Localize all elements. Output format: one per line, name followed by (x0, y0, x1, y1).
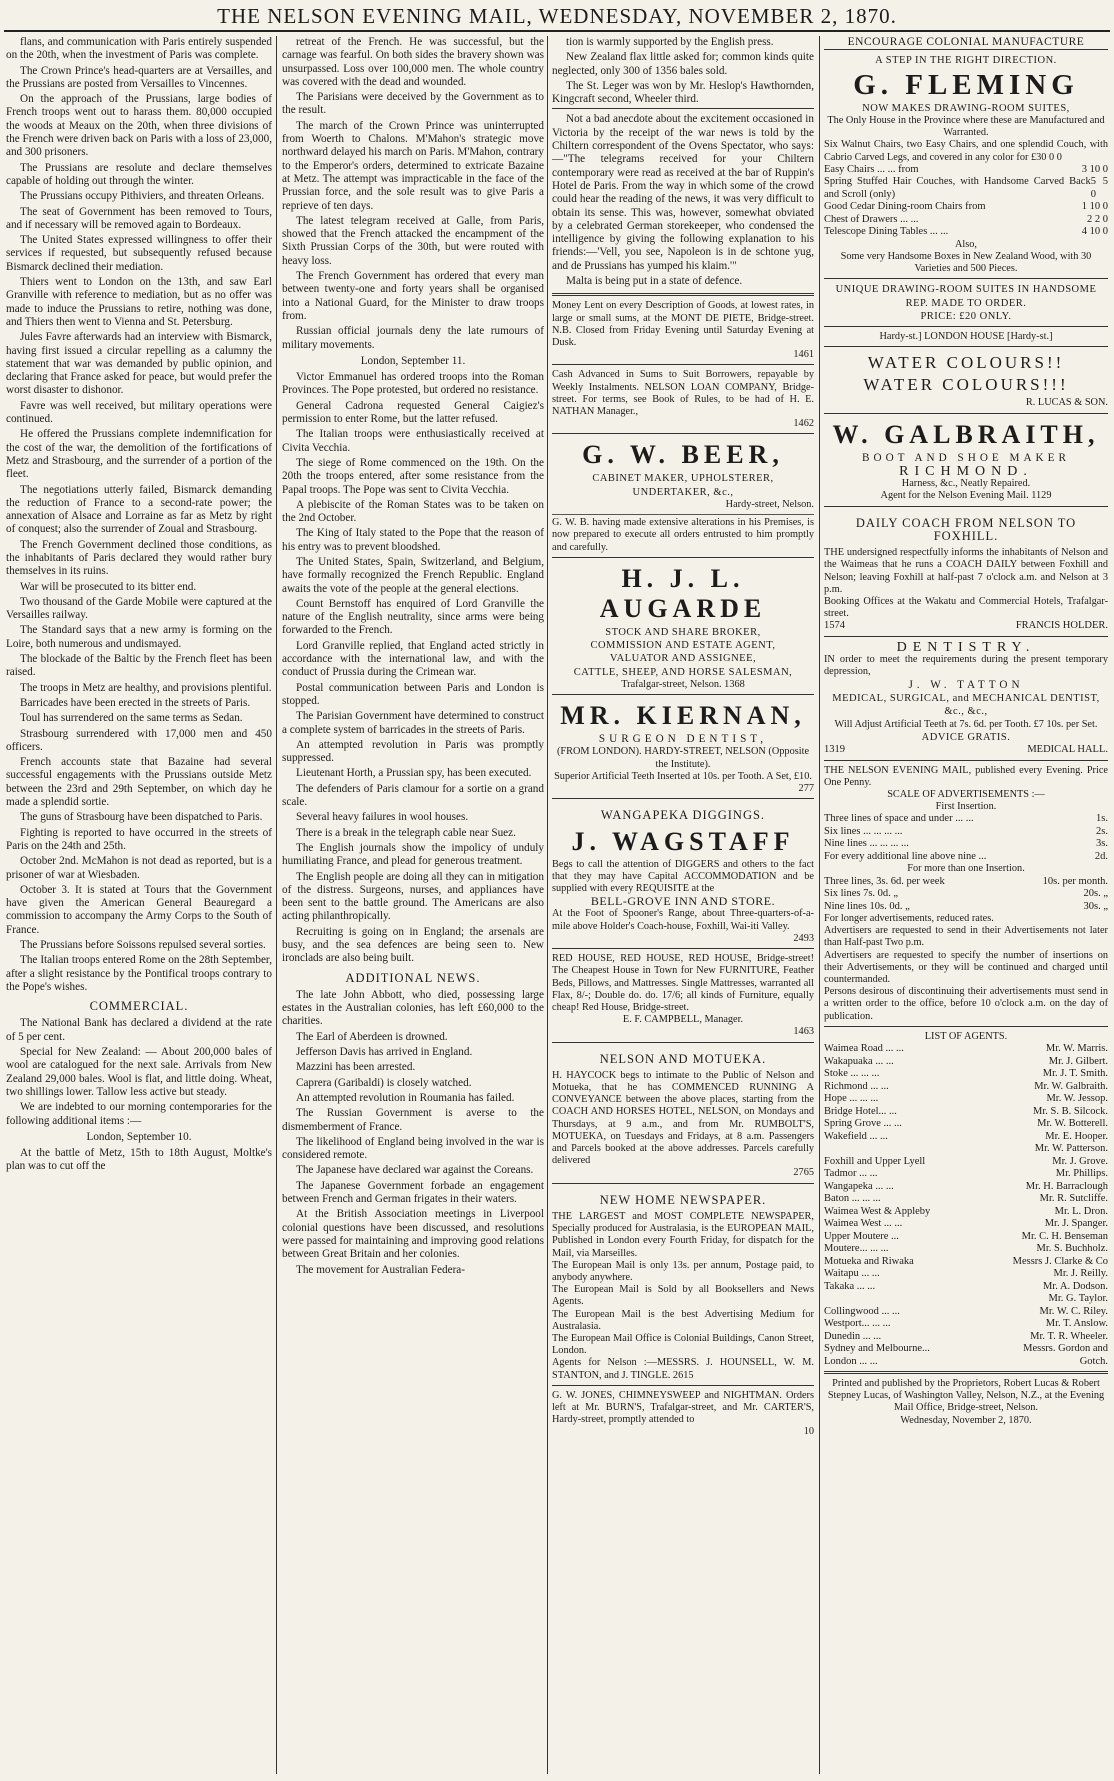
table-cell: Mr. S. B. Silcock. (1033, 1105, 1108, 1117)
table-row (824, 1218, 1108, 1231)
table-cell: Richmond ... ... (824, 1080, 889, 1092)
table-cell: Mr. J. Spanger. (1044, 1218, 1108, 1230)
news-paragraph: The guns of Strasbourg have been dispatched to Paris. (20, 811, 263, 824)
publication-notice: THE NELSON EVENING MAIL, published every Evening. Price One Penny. SCALE OF ADVERTISEMENTS :— First Insertion. Three lines of space and under ... ... 1s. Six lines ... ... ... ... 2s. Nine lines ... ... ... ... 3s. For every additional line above nine ... 2d. For more than one Insertion. Three lines, 3s. 6d. per week 10s. per month. Six lines 7s. 0d. „ 20s. „ Nine lines 10s. 0d. „ 30s. „ For longer advertisements, reduced rates. Advertisers are requested to send in their Advertisements not later than Half-past Two p.m. Advertisers are requested to specify the number of insertions on their Advertisements, or they will be continued and charged until countermanded. Persons desirous of discontinuing their advertisements must send in a written order to the office, before 10 o'clock a.m. on the day of publication. (824, 760, 1108, 1026)
news-paragraph: The Prussians before Soissons repulsed several sorties. (20, 939, 266, 951)
table-cell: Moutere... ... ... (824, 1243, 889, 1255)
table-cell: Upper Moutere ... (824, 1230, 899, 1242)
table-cell: 5 5 0 (1090, 176, 1108, 200)
news-paragraph: The National Bank has declared a dividend at the rate of 5 per cent. (6, 1017, 272, 1043)
news-paragraph: The blockade of the Baltic by the French fleet has been raised. (6, 653, 272, 679)
news-paragraph: Russian official journals deny the late rumours of military movements. (282, 325, 544, 351)
table-cell: 1 10 0 (1081, 201, 1108, 213)
table-cell: Six lines ... ... ... ... (824, 825, 903, 837)
news-paragraph: The Italian troops entered Rome on the 28th September, after a slight resistance by the Pontifical troops contrary to the Pope's wishes. (6, 954, 272, 993)
news-block (6, 1017, 272, 1127)
table-cell: Mr. W. Botterell. (1037, 1118, 1108, 1130)
table-cell: Waitapu ... ... (824, 1268, 880, 1280)
ad-haycock: NELSON AND MOTUEKA. H. HAYCOCK begs to intimate to the Public of Nelson and Motueka, that he has COMMENCED RUNNING A CONVEYANCE between the above places, starting from the COACH AND HORSES HOTEL, NELSON, on Mondays and Thursdays, at 9 a.m., and from Mr. RUMBOLT'S, MOTUEKA, on Tuesdays and Fridays, at 8 a.m. Passengers and Parcels booked at the above addresses. Parcels carefully delivered 2765 (552, 1042, 814, 1183)
table-cell: Mr. W. Galbraith. (1034, 1080, 1108, 1092)
table-row (824, 1143, 1108, 1156)
table-cell: Telescope Dining Tables ... ... (824, 226, 949, 238)
news-paragraph: The Japanese have declared war against the Coreans. (296, 1164, 534, 1177)
news-paragraph: The late John Abbott, who died, possessing large estates in the Australian colonies, has left £60,000 to the charities. (282, 988, 544, 1028)
news-paragraph: Special for New Zealand: — About 200,000 bales of wool are catalogued for the next sale. Arrivals from New Zealand 29,000 bales. Wool is flat, and little doing. Wheat, two shillings lower. Tallow less active but steady. (6, 1046, 272, 1098)
table-row (824, 1318, 1108, 1331)
table-row (824, 1093, 1108, 1106)
agents-table (824, 1043, 1108, 1368)
news-paragraph: The Prussians occupy Pithiviers, and threaten Orleans. (20, 190, 265, 203)
news-block (282, 371, 544, 965)
table-cell: Messrs. Gordon and (1023, 1343, 1108, 1355)
news-paragraph: retreat of the French. He was successful, but the carnage was fearful. On both sides the bravery shown was unsurpassed. Loss over 100,000 men. The whole country was covered with the dead and wounded. (282, 36, 544, 88)
ad-galbraith: W. GALBRAITH, BOOT AND SHOE MAKER RICHMOND. Harness, &c., Neatly Repaired. Agent for the Nelson Evening Mail. 1129 (824, 413, 1108, 506)
news-block (6, 36, 272, 994)
table-cell: 4 10 0 (1081, 226, 1108, 238)
table-cell: Messrs J. Clarke & Co (1012, 1255, 1108, 1267)
news-paragraph: New Zealand flax little asked for; common kinds quite neglected, only 300 of 1356 bales sold. (552, 51, 814, 77)
news-block (282, 36, 544, 352)
table-cell: Tadmor ... ... (824, 1168, 878, 1180)
news-paragraph: He offered the Prussians complete indemnification for the cost of the war, the demolition of the fortifications of Metz and Strasbourg, and the surrender of a portion of the fleet. (6, 428, 272, 481)
table-row (824, 1056, 1108, 1069)
news-paragraph: An attempted revolution in Roumania has failed. (296, 1091, 515, 1104)
news-paragraph: The English journals show the impolicy of unduly humiliating France, and plead for generous treatment. (282, 841, 544, 868)
table-row (824, 1306, 1108, 1319)
table-cell: Spring Grove ... ... (824, 1118, 902, 1130)
table-cell: Mr. A. Dodson. (1042, 1280, 1108, 1292)
rate-table (824, 813, 1108, 863)
news-paragraph: Strasbourg surrendered with 17,000 men and 450 officers. (6, 727, 272, 753)
news-paragraph: Caprera (Garibaldi) is closely watched. (296, 1076, 472, 1089)
news-paragraph: The defenders of Paris clamour for a sortie on a grand scale. (282, 782, 544, 809)
table-cell: Mr. R. Sutcliffe. (1039, 1193, 1108, 1205)
table-cell: 3s. (1096, 838, 1108, 850)
section-heading: COMMERCIAL. (89, 999, 189, 1014)
table-cell: Collingwood ... ... (824, 1305, 900, 1317)
news-paragraph: French accounts state that Bazaine had several successful engagements with the Prussians outside Metz between the 23rd and 29th September, on which day he made a splendid sortie. (6, 756, 272, 809)
news-paragraph: We are indebted to our morning contemporaries for the following additional items :— (6, 1101, 272, 1127)
news-paragraph: At the British Association meetings in Liverpool colonial questions have been discussed, and resolutions were passed for maintaining and improving good relations between Great Britain and her colonies. (282, 1208, 544, 1261)
table-cell: Nine lines 10s. 0d. „ (824, 900, 910, 912)
table-row (824, 1256, 1108, 1269)
table-cell: 2s. (1096, 825, 1108, 837)
table-cell: Mr. W. Patterson. (1034, 1143, 1108, 1155)
news-paragraph: The Prussians are resolute and declare themselves capable of holding out through the winter. (6, 161, 272, 187)
news-paragraph: Favre was well received, but military operations were continued. (6, 399, 272, 426)
table-row (824, 1281, 1108, 1294)
table-cell: Mr. J. Reilly. (1053, 1268, 1108, 1280)
table-cell: Wangapeka ... ... (824, 1180, 894, 1192)
news-block (552, 36, 814, 106)
table-row (824, 1168, 1108, 1181)
table-cell: Spring Stuffed Hair Couches, with Handsome Carved Back and Scroll (only) (824, 176, 1091, 200)
table-row (824, 1081, 1108, 1094)
news-paragraph: The Parisians were deceived by the Government as to the result. (282, 91, 544, 117)
column-2 (282, 36, 544, 1772)
table-row (824, 1181, 1108, 1194)
news-paragraph: Lieutenant Horth, a Prussian spy, has been executed. (296, 767, 532, 780)
ad-red-house: RED HOUSE, RED HOUSE, RED HOUSE, Bridge-street! The Cheapest House in Town for New FURNITURE, Feather Beds, Pillows, and Mattresses. Single Mattresses, warranted all Flax, 8/-; Double do. do. 17/6; all kinds of Furniture, equally cheap! Red House, Bridge-street. E. F. CAMPBELL, Manager. 1463 (552, 948, 814, 1041)
table-row (824, 1043, 1108, 1056)
table-cell: Mr. J. Gilbert. (1048, 1055, 1108, 1067)
news-paragraph: The negotiations utterly failed, Bismarck demanding the reduction of France to a second-rate power; the annexation of Alsace and Lorraine as far as Metz by right of conquest; also the surrender of Zoual and Strasbourg. (6, 483, 272, 536)
table-cell: Nine lines ... ... ... ... (824, 838, 909, 850)
table-cell: Mr. W. Jessop. (1046, 1093, 1108, 1105)
table-cell: Motueka and Riwaka (824, 1255, 914, 1267)
table-cell: Sydney and Melbourne... (824, 1343, 930, 1355)
ad-water-colours: WATER COLOURS!! WATER COLOURS!!! R. LUCAS & SON. (824, 346, 1108, 412)
news-paragraph: Lord Granville replied, that England acted strictly in accordance with the international law, and with the conduct of Prussia during the Crimean war. (282, 639, 544, 679)
news-paragraph: Jefferson Davis has arrived in England. (296, 1046, 473, 1059)
news-paragraph: War will be prosecuted to its bitter end. (20, 580, 197, 593)
table-cell: Mr. L. Dron. (1054, 1205, 1108, 1217)
ad-cash-advanced: Cash Advanced in Sums to Suit Borrowers, repayable by Weekly Instalments. NELSON LOAN COMPANY, Bridge-street. For terms, see Book of Rules, to be had of H. E. NATHAN Manager., 1462 (552, 364, 814, 433)
news-paragraph: October 3. It is stated at Tours that the Government have given the American General Beauregard a commission to accompany the Army Corps to the South of France. (6, 883, 272, 936)
news-paragraph: Toul has surrendered on the same terms as Sedan. (20, 712, 243, 725)
table-row (824, 1206, 1108, 1219)
news-block (282, 989, 544, 1277)
table-cell: Wakapuaka ... ... (824, 1055, 894, 1067)
ad-money-lent: Money Lent on every Description of Goods, at lowest rates, in large or small sums, at the MONT DE PIETE, Bridge-street. N.B. Closed from Friday Evening until Saturday Evening at Dusk. 1461 (552, 293, 814, 364)
table-row (824, 1343, 1108, 1356)
news-paragraph: The Japanese Government forbade an engagement between French and German frigates in their waters. (282, 1179, 544, 1206)
news-paragraph: There is a break in the telegraph cable near Suez. (296, 826, 516, 839)
column-1 (6, 36, 272, 1772)
ad-heading: ENCOURAGE COLONIAL MANUFACTURE (847, 36, 1085, 48)
news-paragraph: The French Government declined those conditions, as the inhabitants of Paris declared they would rather bury themselves in its ruins. (6, 538, 272, 578)
news-paragraph: The French Government has ordered that every man between twenty-one and forty years shall be organised into a National Guard, for the Minister to draw troops from. (282, 270, 544, 322)
news-paragraph: The English people are doing all they can in mitigation of the distress. Surgeons, nurses, and appliances have been sent to the battle ground. The Americans are also acting philanthropically. (282, 870, 544, 923)
table-cell: Gotch. (1079, 1355, 1108, 1367)
table-cell: Six lines 7s. 0d. „ (824, 888, 899, 900)
table-cell: London ... ... (824, 1355, 878, 1367)
table-cell: Mr. T. Anslow. (1045, 1318, 1108, 1330)
table-row (824, 876, 1108, 889)
table-cell: 2d. (1094, 850, 1108, 862)
news-paragraph: At the battle of Metz, 15th to 18th August, Moltke's plan was to cut off the (6, 1147, 272, 1173)
table-cell: Waimea West & Appleby (824, 1205, 931, 1217)
table-row (824, 901, 1108, 914)
news-paragraph: The troops in Metz are healthy, and provisions plentiful. (20, 681, 272, 694)
table-cell: 10s. per month. (1042, 875, 1108, 887)
table-row (824, 1068, 1108, 1081)
masthead: THE NELSON EVENING MAIL, WEDNESDAY, NOVEMBER 2, 1870. (217, 4, 897, 28)
ad-jones: G. W. JONES, CHIMNEYSWEEP and NIGHTMAN. Orders left at Mr. BURN'S, Trafalgar-street, and Mr. CARTER'S, Hardy-street, promptly attended to 10 (552, 1385, 814, 1442)
table-cell: Baton ... ... ... (824, 1193, 881, 1205)
ad-european-mail: NEW HOME NEWSPAPER. THE LARGEST and MOST COMPLETE NEWSPAPER, Specially produced for Australasia, is the EUROPEAN MAIL, Published in London every Fourth Friday, for dispatch for the Mail, via Marseilles. The European Mail is only 13s. per annum, Postage paid, to anybody anywhere. The European Mail is Sold by all Booksellers and News Agents. The European Mail is the best Advertising Medium for Australasia. The European Mail Office is Colonial Buildings, Canon Street, London. Agents for Nelson :—MESSRS. J. HOUNSELL, W. M. STANTON, and J. TINGLE. 2615 (552, 1183, 814, 1385)
table-cell: 2 2 0 (1087, 213, 1108, 225)
table-row (824, 164, 1108, 177)
news-paragraph: The movement for Australian Federa- (296, 1263, 465, 1276)
table-cell: Mr. J. T. Smith. (1042, 1068, 1108, 1080)
table-row (824, 1243, 1108, 1256)
table-row (824, 1193, 1108, 1206)
table-cell: Dunedin ... ... (824, 1330, 882, 1342)
news-paragraph: The Standard says that a new army is forming on the Loire, both numerous and undismayed. (6, 624, 272, 650)
dateline: London, September 11. (360, 354, 466, 367)
news-paragraph: Victor Emmanuel has ordered troops into the Roman Provinces. The Pope protested, but ordered no resistance. (282, 371, 544, 397)
column-rule (819, 36, 820, 1774)
malta-paragraph: Malta is being put in a state of defence. (566, 275, 743, 288)
table-cell: Foxhill and Upper Lyell (824, 1155, 926, 1167)
table-cell: Mr. W. Marris. (1045, 1043, 1108, 1055)
news-block (6, 1147, 272, 1174)
column-rule (547, 36, 548, 1774)
news-paragraph: On the approach of the Prussians, large bodies of French troops went out to harass them. 80,000 occupied the woods at Meaux on the 20th, when three divisions of the French were driven back on Paris with a loss of 23,000, and 300 prisoners. (6, 93, 272, 159)
table-cell: Easy Chairs ... ... from (824, 163, 919, 175)
table-cell: Three lines of space and under ... ... (824, 813, 974, 825)
news-paragraph: The United States, Spain, Switzerland, and Belgium, have formally recognized the French Republic. England awaits the vote of the people at the general elections. (282, 555, 544, 595)
table-cell: Mr. H. Barraclough (1025, 1180, 1108, 1192)
news-paragraph: The King of Italy stated to the Pope that the reason of his entry was to prevent bloodshed. (282, 527, 544, 553)
news-paragraph: Barricades have been erected in the streets of Paris. (20, 696, 251, 709)
table-cell: Mr. Phillips. (1055, 1168, 1108, 1180)
news-paragraph: The likelihood of England being involved in the war is considered remote. (282, 1135, 544, 1162)
table-cell: Waimea Road ... ... (824, 1043, 904, 1055)
table-row (824, 1268, 1108, 1281)
table-row (824, 201, 1108, 214)
ad-wagstaff: WANGAPEKA DIGGINGS. J. WAGSTAFF Begs to call the attention of DIGGERS and others to the fact that they may have Capital ACCOMMODATION and be supplied with every REQUISITE at the BELL-GROVE INN AND STORE. At the Foot of Spooner's Range, about Three-quarters-of-a-mile above Holder's Coach-house, Foxhill, Wai-iti Valley. 2493 (552, 798, 814, 948)
ad-fleming: A STEP IN THE RIGHT DIRECTION. G. FLEMING NOW MAKES DRAWING-ROOM SUITES, The Only House in the Province where these are Manufactured and Warranted. Six Walnut Chairs, two Easy Chairs, and one splendid Couch, with Cabrio Carved Legs, and covered in any color for £30 0 0 Easy Chairs ... ... from 3 10 0 Spring Stuffed Hair Couches, with Handsome Carved Back and Scroll (only) 5 5 0 Good Cedar Dining-room Chairs from 1 10 0 Chest of Drawers ... ... 2 2 0 Telescope Dining Tables ... ... 4 10 0 Also, Some very Handsome Boxes in New Zealand Wood, with 30 Varieties and 500 Pieces. (824, 49, 1108, 278)
table-cell: 3 10 0 (1081, 163, 1108, 175)
table-row (824, 1156, 1108, 1169)
ad-london-house: Hardy-st.] LONDON HOUSE [Hardy-st.] (824, 326, 1108, 346)
news-paragraph: The United States expressed willingness to offer their services if requested, but subsequently refused because Bismarck declined their mediation. (6, 234, 272, 273)
news-paragraph: The Earl of Aberdeen is drowned. (296, 1030, 448, 1043)
news-paragraph: Thiers went to London on the 13th, and saw Earl Granville with reference to mediation, but as no offer was made to induce the Prussians to retire, nothing was done, and Thiers then went to Vienna and St. Petersburg. (6, 276, 272, 328)
news-paragraph: The Parisian Government have determined to construct a complete system of barricades in the streets of Paris. (282, 710, 544, 736)
news-paragraph: An attempted revolution in Paris was promptly suppressed. (282, 738, 544, 765)
news-paragraph: Jules Favre afterwards had an interview with Bismarck, having first issued a circular repelling as a calumny the statement that war was demanded by public opinion, and declaring that France asked for peace, but would prefer the worst disaster to dishonor. (6, 331, 272, 397)
table-row (824, 1231, 1108, 1244)
column-rule (276, 36, 277, 1774)
imprint: Printed and published by the Proprietors, Robert Lucas & Robert Stepney Lucas, of Washington Valley, Nelson, N.Z., at the Evening Mail Office, Bridge-street, Nelson. Wednesday, November 2, 1870. (824, 1371, 1108, 1430)
table-row (824, 826, 1108, 839)
news-paragraph: tion is warmly supported by the English press. (566, 36, 774, 48)
ad-daily-coach: DAILY COACH FROM NELSON TO FOXHILL. THE undersigned respectfully informs the inhabitants of Nelson and the Waimeas that he runs a COACH DAILY between Foxhill and Nelson; leaving Foxhill at half-past 7 o'clock a.m. and Nelson at 3 p.m. Booking Offices at the Wakatu and Commercial Hotels, Trafalgar-street. 1574 FRANCIS HOLDER. (824, 506, 1108, 636)
table-row (824, 851, 1108, 864)
news-paragraph: A plebiscite of the Roman States was to be taken on the 2nd October. (282, 498, 544, 525)
table-cell: Chest of Drawers ... ... (824, 213, 919, 225)
news-paragraph: Recruiting is going on in England; the arsenals are busy, and the sea defences are being seen to. New ironclads are also being built. (282, 925, 544, 965)
news-paragraph: The St. Leger was won by Mr. Heslop's Hawthornden, Kingcraft second, Wheeler third. (552, 79, 814, 106)
news-paragraph: General Cadrona requested General Caigiez's permission to enter Rome, but the latter refused. (282, 399, 544, 426)
section-heading: ADDITIONAL NEWS. (345, 970, 481, 985)
table-cell: Mr. C. H. Benseman (1021, 1230, 1108, 1242)
table-row (824, 1118, 1108, 1131)
table-row (824, 813, 1108, 826)
table-row (824, 888, 1108, 901)
ad-unique-suites: UNIQUE DRAWING-ROOM SUITES IN HANDSOME REP. MADE TO ORDER. PRICE: £20 ONLY. (824, 278, 1108, 326)
ad-dentistry: DENTISTRY. IN order to meet the requirements during the present temporary depression, J. W. TATTON MEDICAL, SURGICAL, and MECHANICAL DENTIST, &c., &c., Will Adjust Artificial Teeth at 7s. 6d. per Tooth. £7 10s. per Set. ADVICE GRATIS. 1319 MEDICAL HALL. (824, 636, 1108, 760)
dateline: London, September 10. (86, 1130, 192, 1143)
news-paragraph: flans, and communication with Paris entirely suspended on the 20th, when the investment of Paris was complete. (6, 36, 272, 62)
table-cell: Stoke ... ... ... (824, 1068, 880, 1080)
ad-beer: G. W. BEER, CABINET MAKER, UPHOLSTERER, UNDERTAKER, &c., Hardy-street, Nelson. G. W. B. having made extensive alterations in his Premises, is now prepared to execute all orders entrusted to him promptly and carefully. (552, 433, 814, 556)
table-row (824, 1331, 1108, 1344)
news-paragraph: Two thousand of the Garde Mobile were captured at the Versailles railway. (6, 595, 272, 622)
table-cell: Three lines, 3s. 6d. per week (824, 875, 945, 887)
ad-augarde: H. J. L. AUGARDE STOCK AND SHARE BROKER, COMMISSION AND ESTATE AGENT, VALUATOR AND ASSIGNEE, CATTLE, SHEEP, AND HORSE SALESMAN, Trafalgar-street, Nelson. 1368 (552, 557, 814, 694)
table-cell: Takaka ... ... (824, 1280, 876, 1292)
column-4 (824, 36, 1108, 1772)
table-cell: 20s. „ (1083, 888, 1108, 900)
masthead-rule (4, 30, 1110, 32)
news-paragraph: Count Bernstoff has enquired of Lord Granville the nature of the English neutrality, since arms were being forwarded to the French. (282, 597, 544, 637)
news-paragraph: Mazzini has been arrested. (296, 1061, 416, 1074)
table-cell: Mr. E. Hooper. (1045, 1130, 1108, 1142)
price-list (824, 164, 1108, 239)
table-row (824, 226, 1108, 239)
table-cell: Waimea West ... ... (824, 1218, 903, 1230)
news-paragraph: The siege of Rome commenced on the 19th. On the 20th the troops entered, after some resistance from the Papal troops. The Pope was sent to Civita Vecchia. (282, 456, 544, 496)
news-paragraph: Postal communication between Paris and London is stopped. (282, 681, 544, 707)
table-row (824, 214, 1108, 227)
table-cell: For every additional line above nine ... (824, 850, 987, 862)
news-paragraph: The seat of Government has been removed to Tours, and if necessary will be removed again to Bordeaux. (6, 205, 272, 231)
table-cell: Mr. S. Buchholz. (1036, 1243, 1108, 1255)
table-cell: Mr. G. Taylor. (1048, 1293, 1108, 1305)
news-paragraph: The latest telegram received at Galle, from Paris, showed that the French attacked the encampment of the Sixth Prussian Corps of the 30th, but were routed with heavy loss. (282, 214, 544, 267)
table-cell: Mr. J. Grove. (1052, 1155, 1108, 1167)
anecdote-paragraph: Not a bad anecdote about the excitement occasioned in Victoria by the receipt of the war news is told by the Chiltern correspondent of the Ovens Spectator, who says:—"The telegrams received for your Chiltern contemporary were read as received at the bar of Ruppin's Hotel de Paris. From the way in which some of the crowd could hear the reading of the news, it was very difficult to obtain its sense. This was, however, somewhat obviated by a celebrated German storekeeper, who condensed the intelligence by giving the following explanation to his friends:—'Vell, you see, Napoleon is in de schtone yug, and de Prussians has yumped his klaim.'" (552, 113, 814, 272)
table-row (824, 176, 1108, 201)
table-cell: Good Cedar Dining-room Chairs from (824, 201, 986, 213)
news-paragraph: October 2nd. McMahon is not dead as reported, but is a prisoner of war at Wiesbaden. (6, 855, 272, 881)
news-paragraph: The Russian Government is averse to the dismemberment of France. (282, 1107, 544, 1133)
table-cell: Mr. W. C. Riley. (1039, 1305, 1108, 1317)
news-paragraph: The march of the Crown Prince was uninterrupted from Woerth to Chalons. M'Mahon's strategic move northward delayed his march on Paris. M'Mahon, contrary to the Emperor's orders, determined to extricate Bazaine at Metz. The attempt was impracticable in the face of the Prussian force, and the sole result was to give Paris a reprieve of ten days. (282, 119, 544, 212)
table-row (824, 1106, 1108, 1119)
table-row (824, 1356, 1108, 1369)
table-row (824, 1131, 1108, 1144)
table-cell: 30s. „ (1083, 900, 1108, 912)
table-cell: Mr. T. R. Wheeler. (1030, 1330, 1108, 1342)
table-cell: 1s. (1096, 813, 1108, 825)
ad-kiernan: MR. KIERNAN, SURGEON DENTIST, (FROM LONDON). HARDY-STREET, NELSON (Opposite the Institute). Superior Artificial Teeth Inserted at 10s. per Tooth. A Set, £10. 277 (552, 694, 814, 798)
table-cell: Wakefield ... ... (824, 1130, 888, 1142)
rate-table (824, 876, 1108, 914)
news-paragraph: Fighting is reported to have occurred in the streets of Paris on the 24th and 25th. (6, 826, 272, 852)
news-paragraph: Several heavy failures in wool houses. (296, 811, 469, 824)
table-row (824, 1293, 1108, 1306)
column-3 (552, 36, 814, 1772)
table-cell: Hope ... ... ... (824, 1093, 879, 1105)
table-row (824, 838, 1108, 851)
news-paragraph: The Italian troops were enthusiastically received at Civita Vecchia. (282, 428, 544, 454)
table-cell: Westport... ... ... (824, 1318, 891, 1330)
table-cell: Bridge Hotel... ... (824, 1105, 897, 1117)
news-paragraph: The Crown Prince's head-quarters are at Versailles, and the Prussians are posted from Versailles to Vincennes. (6, 64, 272, 90)
agents-list: LIST OF AGENTS. Waimea Road ... ... Mr. W. Marris. Wakapuaka ... ... Mr. J. Gilbert. Stoke ... ... ... Mr. J. T. Smith. Richmond ... ... Mr. W. Galbraith. Hope ... ... ... Mr. W. Jessop. Bridge Hotel... ... Mr. S. B. Silcock. Spring Grove ... ... Mr. W. Botterell. Wakefield ... ... Mr. E. Hooper. Mr. W. Patterson. Foxhill and Upper Lyell Mr. J. Grove. Tadmor ... ... Mr. Phillips. Wangapeka ... ... Mr. H. Barraclough Baton ... ... ... Mr. R. Sutcliffe. Waimea West & Appleby Mr. L. Dron. Waimea West ... ... Mr. J. Spanger. Upper Moutere ... Mr. C. H. Benseman Moutere... ... ... Mr. S. Buchholz. Motueka and Riwaka Messrs J. Clarke & Co Waitapu ... ... Mr. J. Reilly. Takaka ... ... Mr. A. Dodson. Mr. G. Taylor. Collingwood ... ... Mr. W. C. Riley. Westport... ... ... Mr. T. Anslow. Dunedin ... ... Mr. T. R. Wheeler. Sydney and Melbourne... Messrs. Gordon and London ... ... Gotch. (824, 1026, 1108, 1371)
